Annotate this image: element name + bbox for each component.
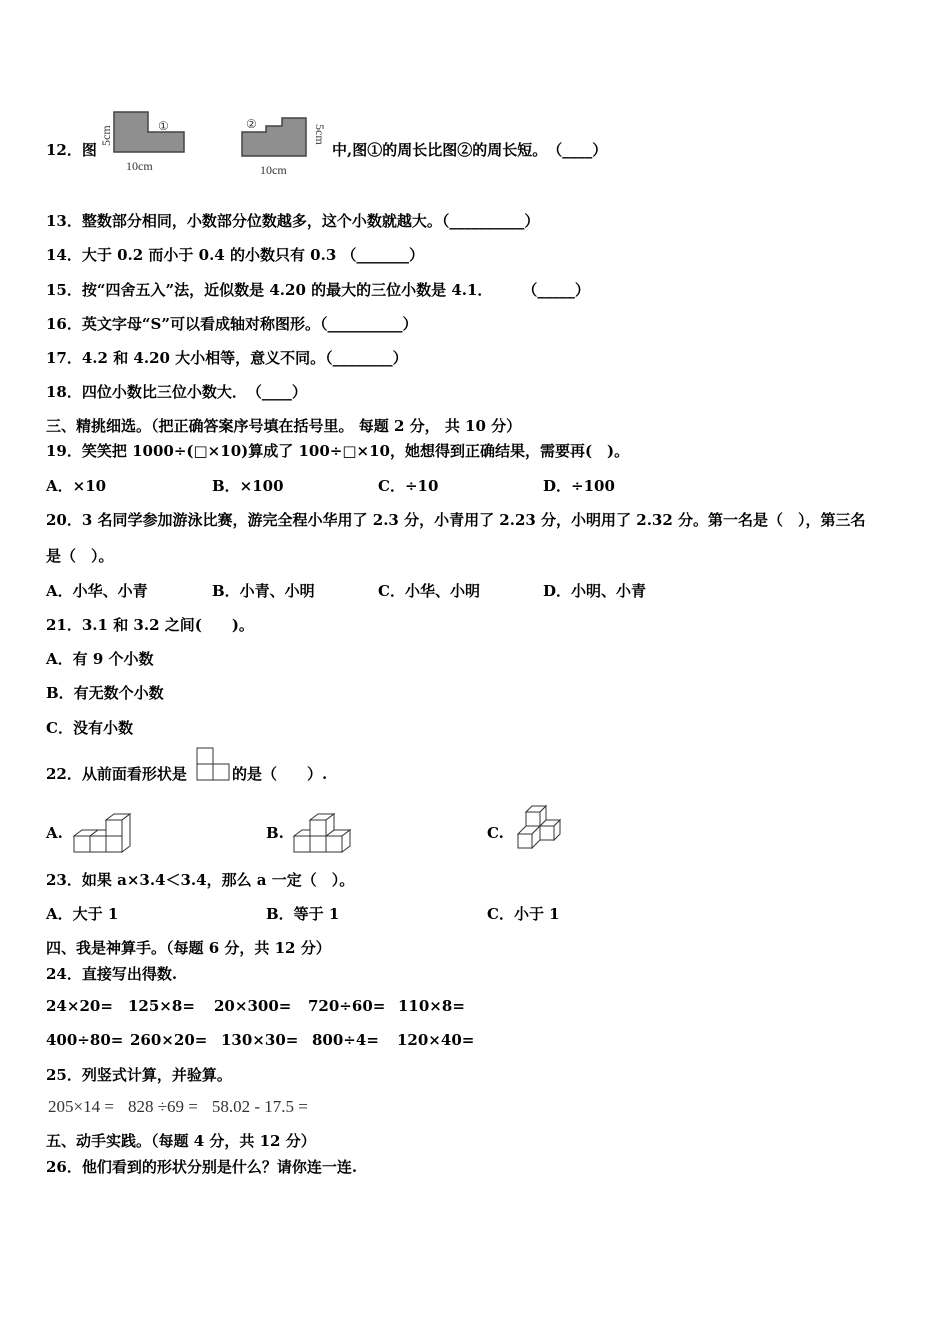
question-15: 15．按“四舍五入”法，近似数是 4.20 的最大的三位小数是 4.1． （_____）: [46, 281, 590, 299]
question-22-stem: 22．从前面看形状是: [46, 765, 187, 783]
q25-expression: 205×14 =: [48, 1097, 114, 1116]
q24-calc: 720÷60=: [308, 997, 386, 1015]
q20-option-a[interactable]: A．小华、小青: [46, 582, 148, 600]
question-17: 17．4.2 和 4.20 大小相等，意义不同。（________）: [46, 349, 408, 367]
q24-calc: 130×30=: [221, 1031, 299, 1049]
figure-2-height: 5cm: [313, 124, 327, 145]
question-13: 13．整数部分相同，小数部分位数越多，这个小数就越大。（__________）: [46, 212, 540, 230]
q21-option-c[interactable]: C．没有小数: [46, 719, 133, 737]
q20-option-b[interactable]: B．小青、小明: [212, 582, 315, 600]
question-19: 19．笑笑把 1000÷(□×10)算成了 100÷□×10，她想得到正确结果，需要再( )。: [46, 442, 630, 460]
question-20-continued: 是（ ）。: [46, 547, 114, 565]
q22-option-c-cubes[interactable]: [512, 804, 570, 854]
question-23: 23．如果 a×3.4＜3.4，那么 a 一定（ ）。: [46, 871, 355, 889]
q21-option-b[interactable]: B．有无数个小数: [46, 684, 164, 702]
question-16: 16．英文字母“S”可以看成轴对称图形。（__________）: [46, 315, 418, 333]
q22-option-b-cubes[interactable]: [292, 810, 356, 856]
q24-calc: 120×40=: [397, 1031, 475, 1049]
question-20: 20．3 名同学参加游泳比赛，游完全程小华用了 2.3 分，小青用了 2.23 分，小明用了 2.32 分。第一名是（ ），第三名: [46, 511, 866, 529]
section-5-heading: 五、动手实践。（每题 4 分，共 12 分）: [46, 1132, 316, 1150]
figure-1-label: ①: [158, 119, 169, 133]
q19-option-d[interactable]: D．÷100: [543, 477, 615, 495]
q19-option-a[interactable]: A．×10: [46, 477, 107, 495]
q24-calc: 260×20=: [130, 1031, 208, 1049]
q23-option-c[interactable]: C．小于 1: [487, 905, 560, 923]
q22-option-a-cubes[interactable]: [72, 810, 136, 856]
q20-option-d[interactable]: D．小明、小青: [543, 582, 647, 600]
question-14: 14．大于 0.2 而小于 0.4 的小数只有 0.3 （_______）: [46, 246, 424, 264]
question-21: 21．3.1 和 3.2 之间( )。: [46, 616, 254, 634]
q24-calc: 110×8=: [398, 997, 465, 1015]
q23-option-b[interactable]: B．等于 1: [266, 905, 340, 923]
section-3-heading: 三、精挑细选。（把正确答案序号填在括号里。 每题 2 分， 共 10 分）: [46, 417, 522, 435]
q22-option-c[interactable]: C.: [487, 824, 504, 842]
question-25: 25．列竖式计算，并验算。: [46, 1066, 232, 1084]
question-18: 18．四位小数比三位小数大． （____）: [46, 383, 307, 401]
question-22-stem-end: 的是（ ）.: [232, 765, 328, 783]
q25-expression: 828 ÷69 =: [127, 1097, 198, 1116]
section-4-heading: 四、我是神算手。（每题 6 分，共 12 分）: [46, 939, 331, 957]
q25-expressions: [48, 1096, 322, 1118]
figure-1-width: 10cm: [126, 159, 153, 173]
figure-2-label: ②: [246, 117, 257, 131]
q21-option-a[interactable]: A．有 9 个小数: [46, 650, 154, 668]
question-12-number: 12．图: [46, 141, 97, 159]
q19-option-b[interactable]: B．×100: [212, 477, 284, 495]
figure-2-step-shape: [232, 108, 332, 180]
question-26: 26．他们看到的形状分别是什么？请你连一连.: [46, 1158, 358, 1176]
q19-option-c[interactable]: C．÷10: [378, 477, 439, 495]
figure-2-width: 10cm: [260, 163, 287, 177]
q20-option-c[interactable]: C．小华、小明: [378, 582, 480, 600]
question-24: 24．直接写出得数.: [46, 965, 178, 983]
q24-calc: 800÷4=: [312, 1031, 379, 1049]
q24-calc: 24×20=: [46, 997, 113, 1015]
q23-option-a[interactable]: A．大于 1: [46, 905, 119, 923]
q24-calc: 400÷80=: [46, 1031, 124, 1049]
figure-1-l-shape: [98, 104, 198, 176]
q25-expression: 58.02 - 17.5 =: [211, 1097, 308, 1116]
q22-option-a[interactable]: A.: [46, 824, 63, 842]
q24-calc: 125×8=: [128, 997, 195, 1015]
figure-1-height: 5cm: [99, 125, 113, 146]
q22-front-view-shape: [196, 747, 232, 783]
q22-option-b[interactable]: B.: [266, 824, 284, 842]
q24-calc: 20×300=: [214, 997, 292, 1015]
question-12-text: 中,图①的周长比图②的周长短。 （____）: [332, 141, 608, 159]
